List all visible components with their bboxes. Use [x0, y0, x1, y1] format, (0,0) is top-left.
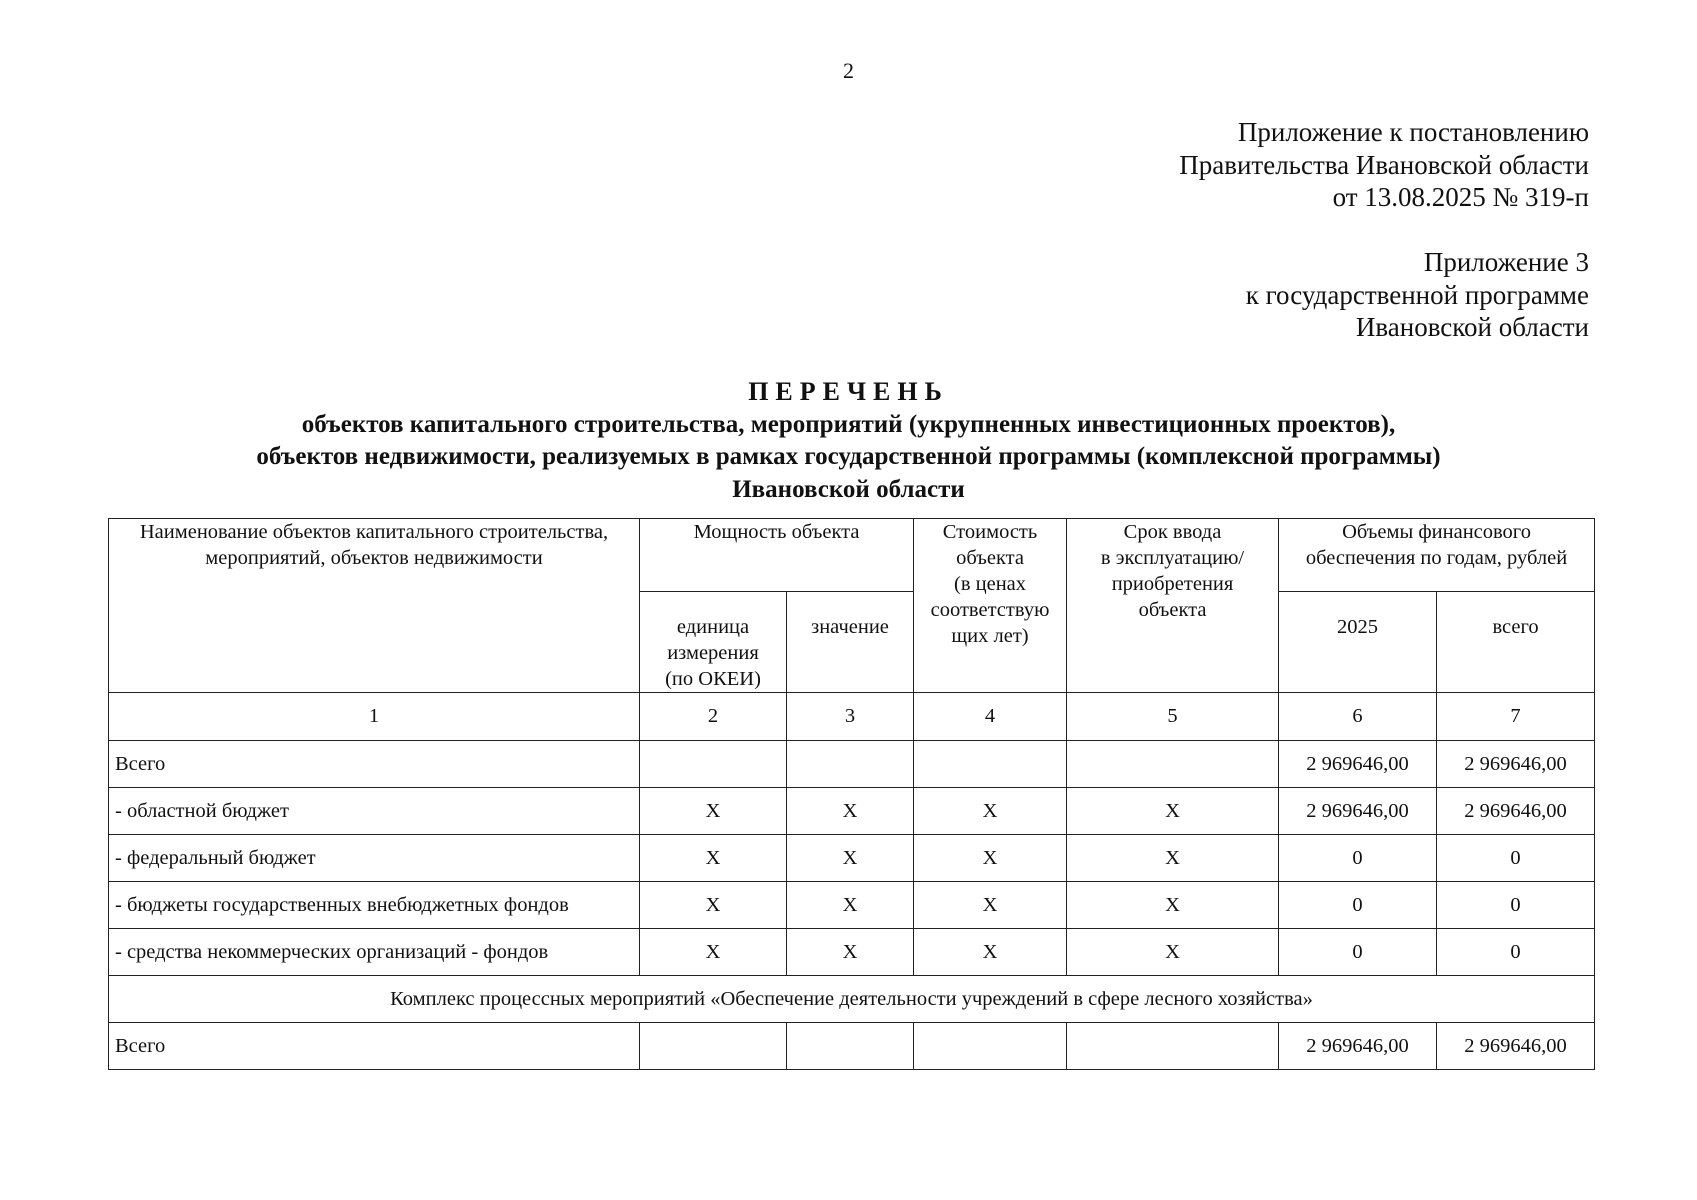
header-total: всего	[1437, 592, 1595, 693]
table-row	[109, 929, 1595, 976]
column-number: 2	[640, 693, 787, 741]
cell-commission	[1067, 741, 1279, 788]
appendix-program-line: Ивановской области	[1355, 312, 1589, 342]
table-row	[109, 882, 1595, 929]
cell-year-2025: 0	[1279, 929, 1437, 976]
cell-commission: X	[1067, 788, 1279, 835]
cell-value: X	[787, 882, 914, 929]
header-year: 2025	[1279, 592, 1437, 693]
cell-cost: X	[914, 882, 1067, 929]
cell-year-2025: 2 969646,00	[1279, 788, 1437, 835]
cell-unit: X	[640, 929, 787, 976]
section-title: Комплекс процессных мероприятий «Обеспечение деятельности учреждений в сфере лесного хозяйства»	[109, 976, 1595, 1023]
cell-unit: X	[640, 835, 787, 882]
header-value: значение	[787, 592, 914, 693]
cell-commission: X	[1067, 835, 1279, 882]
document-title	[0, 376, 1697, 506]
appendix-program-line: Приложение 3	[1423, 247, 1589, 277]
cell-year-2025: 2 969646,00	[1279, 741, 1437, 788]
cell-unit: X	[640, 788, 787, 835]
header-commission-date: Срок ввода в эксплуатацию/ приобретения объекта	[1067, 519, 1279, 693]
column-number: 5	[1067, 693, 1279, 741]
header-name: Наименование объектов капитального строительства, мероприятий, объектов недвижимости	[109, 519, 640, 693]
appendix-decree-line: от 13.08.2025 № 319-п	[1332, 182, 1589, 212]
cell-total: 2 969646,00	[1437, 788, 1595, 835]
page-number: 2	[843, 58, 854, 83]
cell-unit	[640, 1023, 787, 1070]
row-name: Всего	[109, 1023, 640, 1070]
header-unit: единица измерения (по ОКЕИ)	[640, 592, 787, 693]
cell-cost: X	[914, 929, 1067, 976]
cell-commission	[1067, 1023, 1279, 1070]
cell-total: 2 969646,00	[1437, 741, 1595, 788]
table-row	[109, 741, 1595, 788]
cell-value: X	[787, 835, 914, 882]
table-row	[109, 788, 1595, 835]
objects-table	[108, 518, 1595, 1070]
table-row	[109, 1023, 1595, 1070]
cell-year-2025: 0	[1279, 882, 1437, 929]
column-number: 3	[787, 693, 914, 741]
row-name: - федеральный бюджет	[109, 835, 640, 882]
row-name: - средства некоммерческих организаций - фондов	[109, 929, 640, 976]
row-name: - бюджеты государственных внебюджетных фондов	[109, 882, 640, 929]
appendix-program-line: к государственной программе	[1245, 279, 1589, 310]
document-subtitle-line: объектов недвижимости, реализуемых в рамках государственной программы (комплексной программы)	[256, 443, 1441, 470]
appendix-decree-line: Правительства Ивановской области	[1179, 149, 1589, 180]
cell-year-2025: 0	[1279, 835, 1437, 882]
cell-cost	[914, 741, 1067, 788]
cell-commission: X	[1067, 929, 1279, 976]
cell-cost: X	[914, 835, 1067, 882]
cell-cost	[914, 1023, 1067, 1070]
cell-unit: X	[640, 882, 787, 929]
header-capacity: Мощность объекта	[640, 519, 914, 592]
appendix-decree-line: Приложение к постановлению	[1237, 117, 1589, 147]
cell-value	[787, 741, 914, 788]
cell-unit	[640, 741, 787, 788]
row-name: - областной бюджет	[109, 788, 640, 835]
cell-value: X	[787, 929, 914, 976]
row-name: Всего	[109, 741, 640, 788]
document-subtitle-line: Ивановской области	[732, 475, 965, 503]
document-subtitle-line: объектов капитального строительства, мероприятий (укрупненных инвестиционных проектов),	[301, 410, 1396, 438]
cell-total: 0	[1437, 882, 1595, 929]
cell-value: X	[787, 788, 914, 835]
cell-value	[787, 1023, 914, 1070]
cell-total: 2 969646,00	[1437, 1023, 1595, 1070]
column-number: 6	[1279, 693, 1437, 741]
cell-year-2025: 2 969646,00	[1279, 1023, 1437, 1070]
document-heading: ПЕРЕЧЕНЬ	[748, 377, 949, 406]
column-number: 4	[914, 693, 1067, 741]
cell-total: 0	[1437, 929, 1595, 976]
appendix-program-reference	[1246, 246, 1589, 344]
appendix-decree-reference	[1179, 116, 1589, 214]
section-row	[109, 976, 1595, 1023]
header-cost: Стоимость объекта (в ценах соответствую щих лет)	[914, 519, 1067, 693]
header-funding: Объемы финансового обеспечения по годам, рублей	[1279, 519, 1595, 592]
cell-cost: X	[914, 788, 1067, 835]
table-row	[109, 835, 1595, 882]
cell-total: 0	[1437, 835, 1595, 882]
column-number: 7	[1437, 693, 1595, 741]
column-number: 1	[109, 693, 640, 741]
cell-commission: X	[1067, 882, 1279, 929]
